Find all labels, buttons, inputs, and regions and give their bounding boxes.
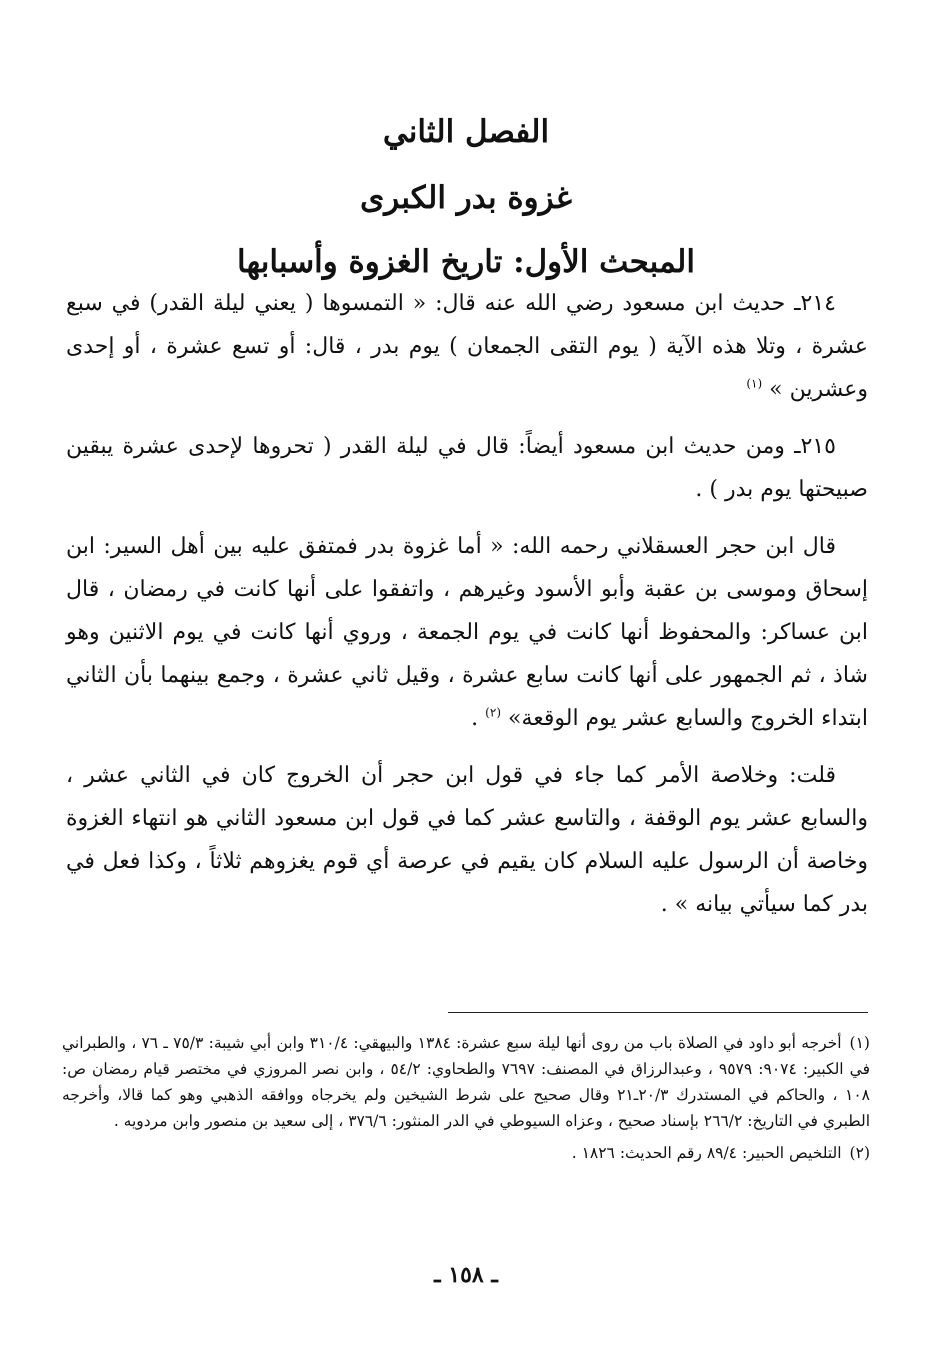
section-title: المبحث الأول: تاريخ الغزوة وأسبابها (237, 244, 695, 280)
paragraph-text: ٢١٤ـ حديث ابن مسعود رضي الله عنه قال: « التمسوها ( يعني ليلة القدر) في سبع عشرة ، وتلا هذه الآية ( يوم التقى الجمعان ) يوم بدر ، قال: أو تسع عشرة ، أو إحدى وعشرين » (66, 291, 869, 402)
paragraph-text: قال ابن حجر العسقلاني رحمه الله: « أما غزوة بدر فمتفق عليه بين أهل السير: ابن إسحاق وموسى بن عقبة وأبو الأسود وغيرهم ، واتفقوا على أنها كانت في رمضان ، قال ابن عساكر: والمحفوظ أنها كانت في يوم الجمعة ، وروي أنها كانت في يوم الاثنين وهو شاذ ، ثم الجمهور على أنها كانت سابع عشرة ، وقيل ثاني عشرة ، وجمع بينهما بأن الثاني ابتداء الخروج والسابع عشر يوم الوقعة» (66, 534, 868, 731)
author-conclusion-paragraph (66, 754, 868, 926)
hadith-215-paragraph (66, 425, 868, 511)
footnote-reference: (١) (746, 376, 763, 391)
paragraph-text: ٢١٥ـ ومن حديث ابن مسعود أيضاً: قال في ليلة القدر ( تحروها لإحدى عشرة يبقين صبيحتها يوم بدر ) . (66, 434, 868, 502)
main-text (66, 282, 868, 940)
chapter-title: الفصل الثاني (382, 114, 550, 150)
footnote-text: التلخيص الحبير: ٨٩/٤ رقم الحديث: ١٨٢٦ . (571, 1144, 842, 1162)
footnote-text: أخرجه أبو داود في الصلاة باب من روى أنها ليلة سبع عشرة: ١٣٨٤ والبيهقي: ٣١٠/٤ وابن أبي شيبة: ٧٥/٣ ـ ٧٦ ، والطبراني في الكبير: ٩٠٧٤: ٩٥٧٩ ، وعبدالرزاق في المصنف: ٧٦٩٧ والطحاوي: ٥٤/٢ ، وابن نصر المروزي في مختصر قيام رمضان ص: ١٠٨ ، والحاكم في المستدرك ٢٠/٣ـ٢١ وقال صحيح على شرط الشيخين ولم يخرجاه ووافقه الذهبي وهو كما قالا، وأخرجه الطبري في التاريخ: ٢٦٦/٢ بإسناد صحيح ، وعزاه السيوطي في الدر المنثور: ٣٧٦/٦ ، إلى سعيد بن منصور وابن مردويه . (62, 1034, 871, 1130)
footnote-separator (448, 1012, 868, 1013)
hadith-214-paragraph (66, 282, 868, 411)
footnotes-block (62, 1030, 870, 1172)
page-number: ـ ١٥٨ ـ (434, 1262, 498, 1288)
paragraph-tail: . (471, 706, 479, 731)
ibn-hajar-paragraph (66, 525, 868, 740)
footnote-number: (١) (849, 1034, 870, 1052)
footnote-2 (62, 1140, 870, 1166)
footnote-reference: (٢) (485, 705, 501, 720)
footnote-number: (٢) (849, 1144, 870, 1162)
paragraph-text: قلت: وخلاصة الأمر كما جاء في قول ابن حجر أن الخروج كان في الثاني عشر ، والسابع عشر يوم الوقفة ، والتاسع عشر كما في قول ابن مسعود الثاني هو انتهاء الغزوة وخاصة أن الرسول عليه السلام كان يقيم في عرصة أي قوم يغزوهم ثلاثاً ، وكذا فعل في بدر كما سيأتي بيانه » . (66, 763, 868, 917)
campaign-title: غزوة بدر الكبرى (360, 180, 572, 216)
footnote-1 (62, 1030, 870, 1134)
headings-block (0, 112, 932, 282)
